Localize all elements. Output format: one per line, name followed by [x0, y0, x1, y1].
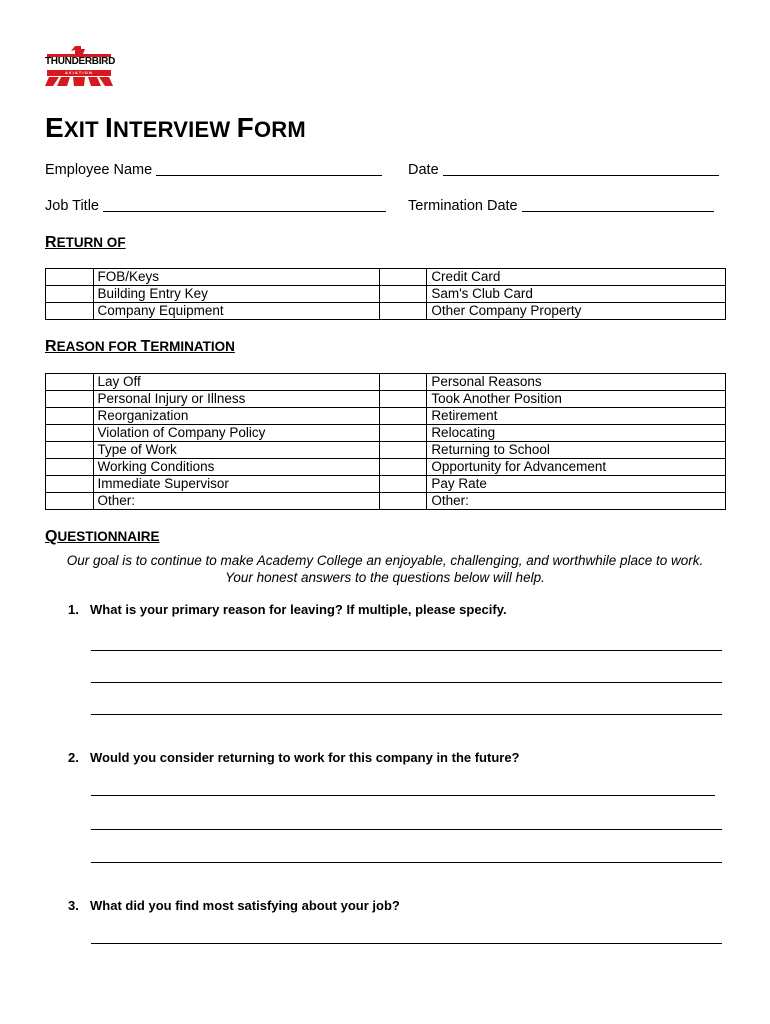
return-item-label: Credit Card	[427, 269, 726, 286]
reason-label: Type of Work	[93, 442, 379, 459]
answer-line[interactable]	[91, 650, 722, 651]
reason-label: Returning to School	[427, 442, 726, 459]
checkbox-cell[interactable]	[46, 442, 94, 459]
table-row	[46, 303, 726, 320]
table-row	[46, 425, 726, 442]
checkbox-cell[interactable]	[379, 408, 427, 425]
checkbox-cell[interactable]	[46, 459, 94, 476]
answer-line[interactable]	[91, 682, 722, 683]
table-row	[46, 459, 726, 476]
checkbox-cell[interactable]	[46, 374, 94, 391]
return-of-table	[45, 268, 726, 320]
termination-date-input[interactable]	[522, 197, 714, 212]
date-field	[408, 161, 719, 178]
reason-label: Personal Injury or Illness	[93, 391, 379, 408]
reason-for-termination-heading: REASON FOR TERMINATION	[45, 338, 235, 355]
termination-date-field	[408, 197, 714, 214]
return-item-label: Sam's Club Card	[427, 286, 726, 303]
form-title: EXIT INTERVIEW FORM	[45, 112, 306, 143]
checkbox-cell[interactable]	[46, 425, 94, 442]
table-row	[46, 493, 726, 510]
table-row	[46, 269, 726, 286]
reason-label: Reorganization	[93, 408, 379, 425]
checkbox-cell[interactable]	[379, 442, 427, 459]
table-row	[46, 391, 726, 408]
table-row	[46, 442, 726, 459]
reason-label: Violation of Company Policy	[93, 425, 379, 442]
answer-line[interactable]	[91, 795, 715, 796]
return-of-heading: RETURN OF	[45, 234, 126, 251]
logo-wordmark: THUNDERBIRD	[45, 56, 116, 67]
checkbox-cell[interactable]	[46, 493, 94, 510]
reason-label: Other:	[427, 493, 726, 510]
table-row	[46, 286, 726, 303]
reason-label: Lay Off	[93, 374, 379, 391]
checkbox-cell[interactable]	[46, 476, 94, 493]
reason-label: Personal Reasons	[427, 374, 726, 391]
question-text: What is your primary reason for leaving? If multiple, please specify.	[90, 602, 507, 617]
question-2	[68, 750, 520, 765]
return-item-label: FOB/Keys	[93, 269, 379, 286]
employee-name-input[interactable]	[156, 161, 382, 176]
table-row	[46, 476, 726, 493]
reason-label: Took Another Position	[427, 391, 726, 408]
reason-label: Opportunity for Advancement	[427, 459, 726, 476]
checkbox-cell[interactable]	[379, 269, 427, 286]
questionnaire-intro	[0, 552, 770, 586]
checkbox-cell[interactable]	[379, 425, 427, 442]
return-item-label: Other Company Property	[427, 303, 726, 320]
checkbox-cell[interactable]	[46, 391, 94, 408]
checkbox-cell[interactable]	[379, 476, 427, 493]
return-item-label: Building Entry Key	[93, 286, 379, 303]
checkbox-cell[interactable]	[379, 391, 427, 408]
question-number: 2.	[68, 750, 79, 765]
job-title-field	[45, 197, 386, 214]
answer-line[interactable]	[91, 862, 722, 863]
checkbox-cell[interactable]	[379, 459, 427, 476]
answer-line[interactable]	[91, 714, 722, 715]
checkbox-cell[interactable]	[46, 286, 94, 303]
checkbox-cell[interactable]	[46, 269, 94, 286]
checkbox-cell[interactable]	[46, 408, 94, 425]
intro-line-1: Our goal is to continue to make Academy College an enjoyable, challenging, and worthwhile place to work.	[66, 553, 704, 568]
table-row	[46, 408, 726, 425]
question-text: What did you find most satisfying about your job?	[90, 898, 400, 913]
checkbox-cell[interactable]	[379, 303, 427, 320]
checkbox-cell[interactable]	[379, 493, 427, 510]
job-title-input[interactable]	[103, 197, 386, 212]
job-title-label: Job Title	[45, 198, 99, 214]
questionnaire-heading: QUESTIONNAIRE	[45, 528, 160, 545]
reason-label: Retirement	[427, 408, 726, 425]
question-number: 3.	[68, 898, 79, 913]
reason-label: Pay Rate	[427, 476, 726, 493]
reason-label: Immediate Supervisor	[93, 476, 379, 493]
employee-name-label: Employee Name	[45, 162, 153, 178]
checkbox-cell[interactable]	[46, 303, 94, 320]
question-text: Would you consider returning to work for this company in the future?	[90, 750, 520, 765]
company-logo	[45, 46, 116, 86]
question-1	[68, 602, 507, 617]
reason-label: Other:	[93, 493, 379, 510]
intro-line-2: Your honest answers to the questions below will help.	[225, 570, 545, 585]
table-row	[46, 374, 726, 391]
reason-table	[45, 373, 726, 510]
question-number: 1.	[68, 602, 79, 617]
checkbox-cell[interactable]	[379, 374, 427, 391]
reason-label: Working Conditions	[93, 459, 379, 476]
return-item-label: Company Equipment	[93, 303, 379, 320]
employee-name-field	[45, 161, 382, 178]
reason-label: Relocating	[427, 425, 726, 442]
answer-line[interactable]	[91, 829, 722, 830]
termination-date-label: Termination Date	[408, 198, 518, 214]
checkbox-cell[interactable]	[379, 286, 427, 303]
logo-subtitle: AVIATION	[64, 70, 94, 75]
question-3	[68, 898, 400, 913]
answer-line[interactable]	[91, 943, 722, 944]
date-input[interactable]	[443, 161, 719, 176]
date-label: Date	[408, 162, 439, 178]
